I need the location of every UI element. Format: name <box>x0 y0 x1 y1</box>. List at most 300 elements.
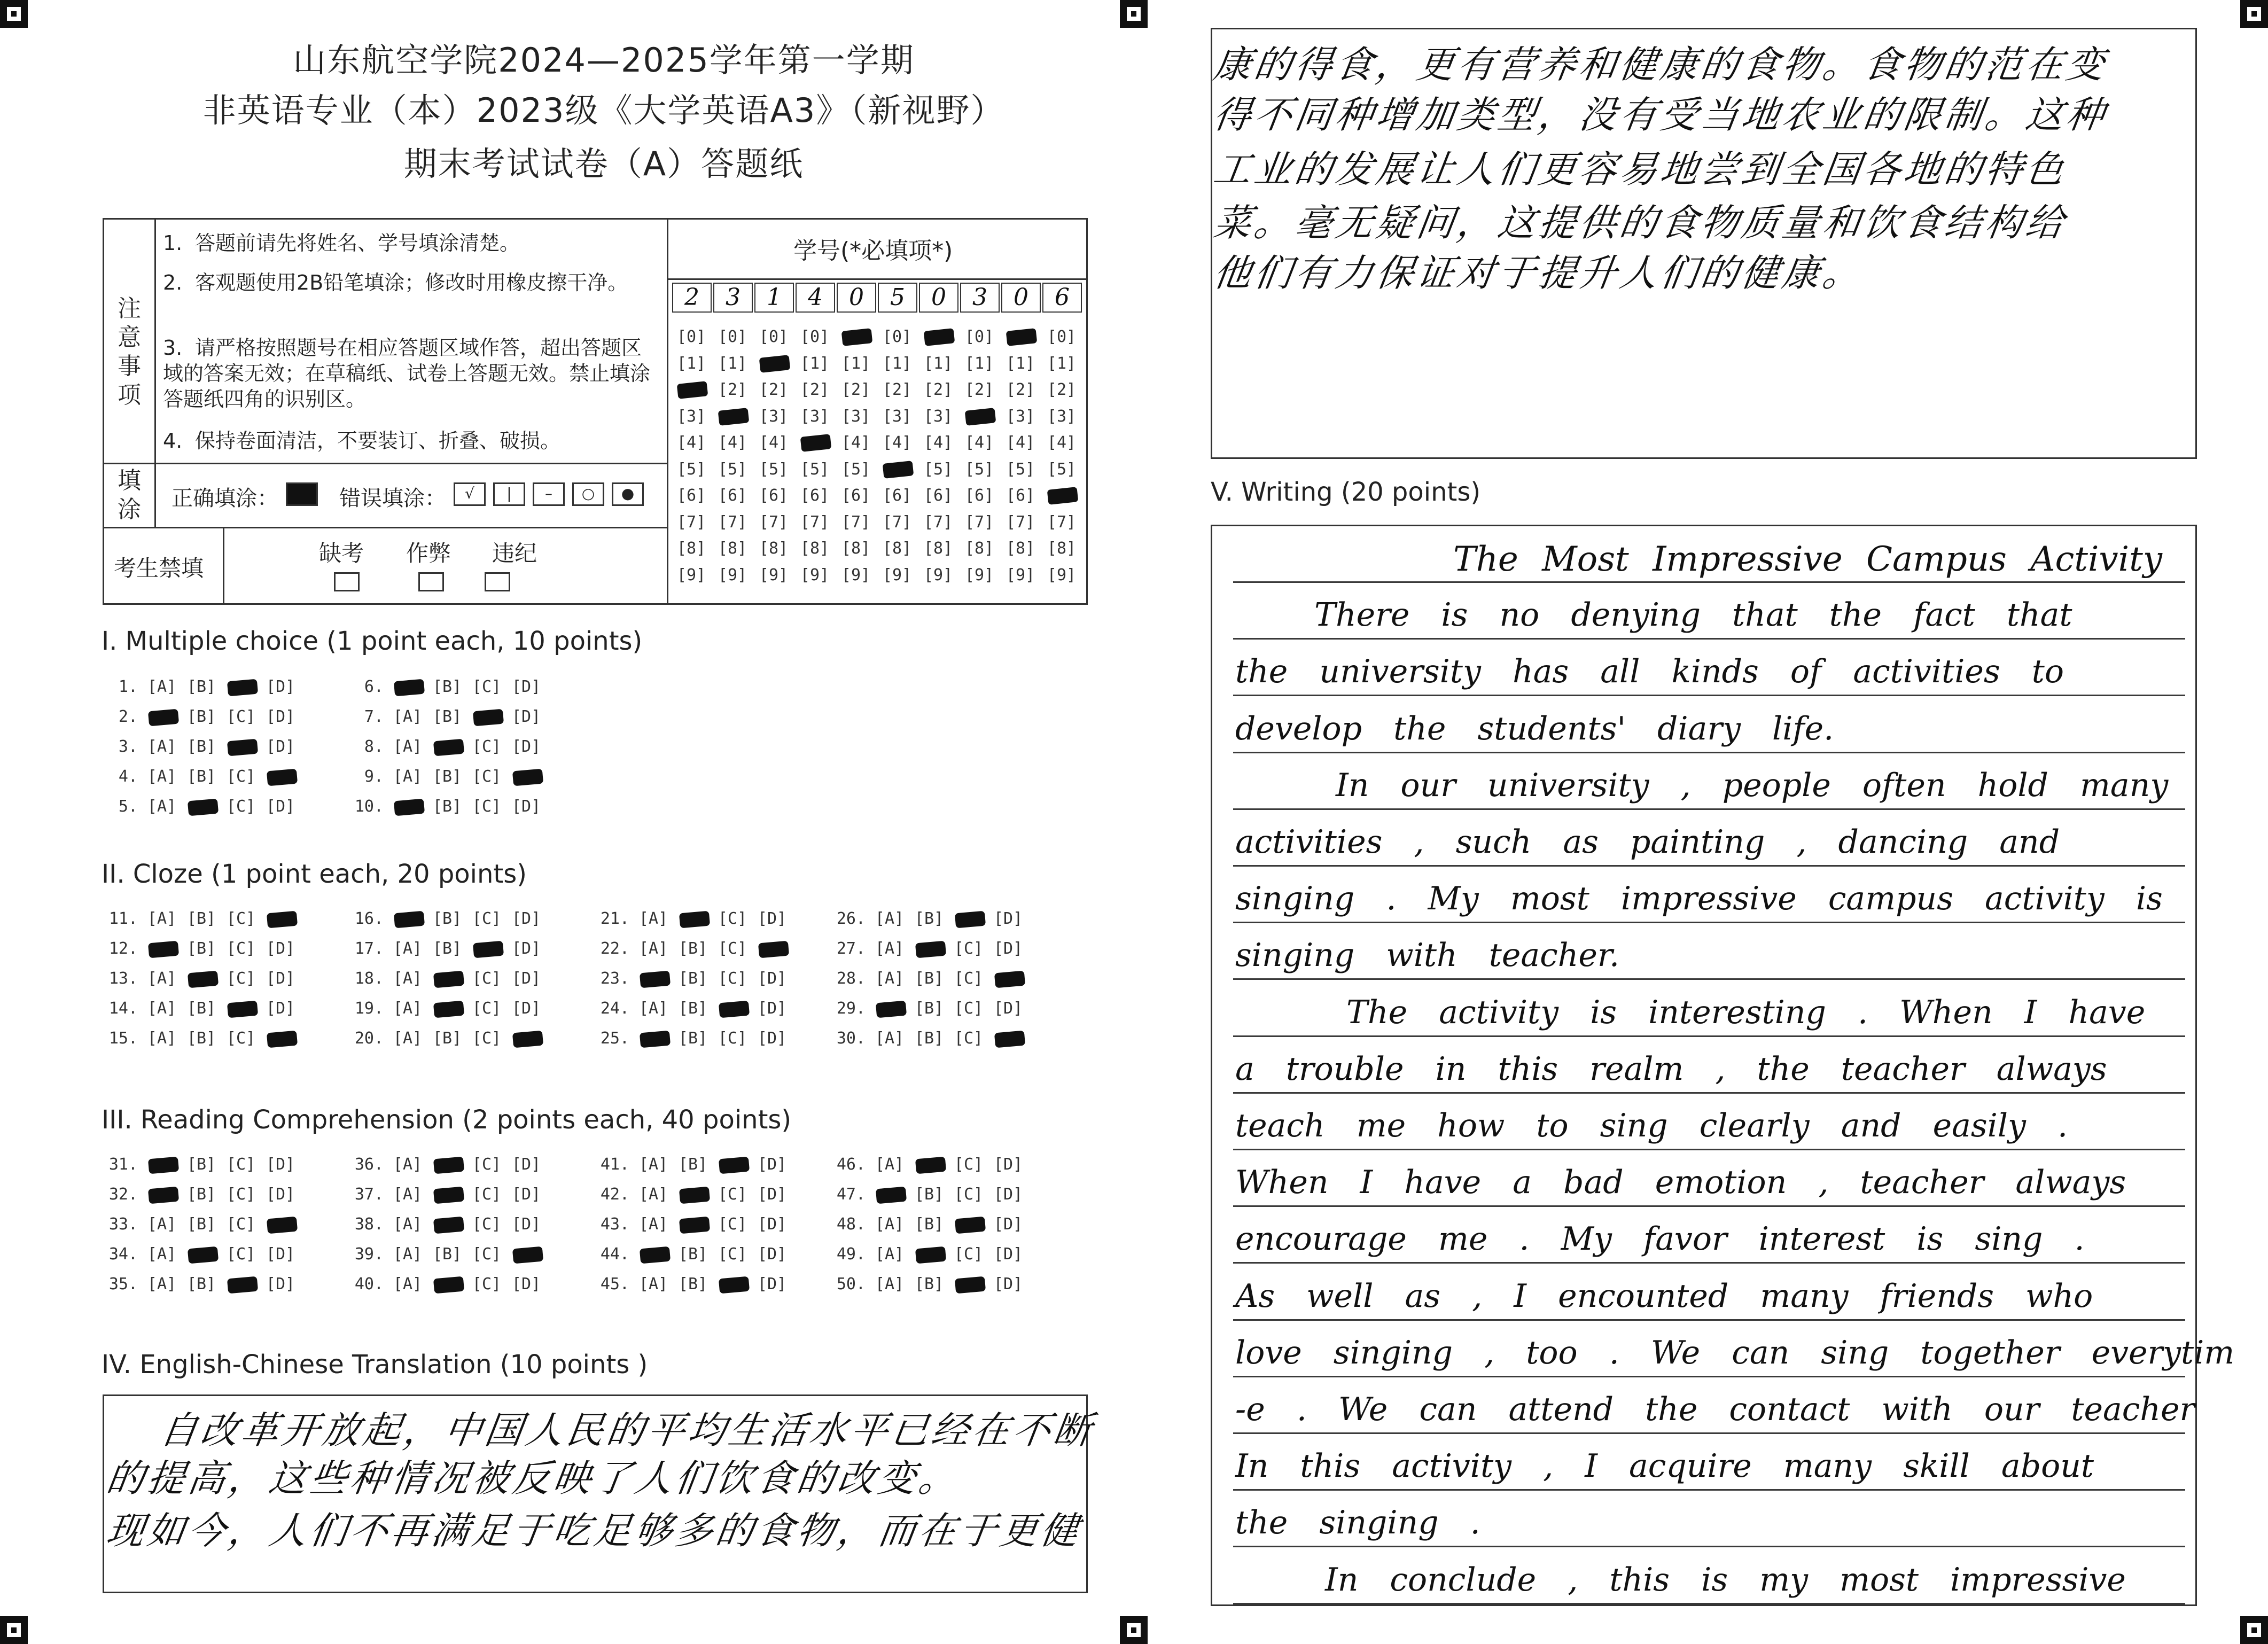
option-d-bubble[interactable]: [D] <box>511 707 541 726</box>
option-b-bubble[interactable]: [B] <box>432 909 462 928</box>
student-id-bubble[interactable]: [7] <box>718 512 747 532</box>
student-id-bubble[interactable]: [3] <box>923 407 953 426</box>
option-b-bubble[interactable] <box>427 1214 467 1235</box>
student-id-bubble[interactable]: [8] <box>800 539 830 558</box>
option-d-bubble[interactable]: [D] <box>266 1275 295 1294</box>
student-id-bubble[interactable]: [8] <box>841 539 871 558</box>
option-d-bubble[interactable] <box>506 1244 546 1265</box>
student-id-bubble[interactable]: [2] <box>923 380 953 399</box>
option-a-bubble[interactable]: [A] <box>393 1155 423 1174</box>
option-b-bubble[interactable]: [B] <box>678 1029 708 1048</box>
option-d-bubble[interactable]: [D] <box>993 939 1023 958</box>
option-a-bubble[interactable]: [A] <box>875 1245 905 1264</box>
option-d-bubble[interactable] <box>988 1028 1028 1049</box>
option-c-bubble[interactable]: [C] <box>226 1185 256 1204</box>
option-a-bubble[interactable] <box>388 676 427 698</box>
student-id-bubble[interactable]: [4] <box>923 433 953 452</box>
option-a-bubble[interactable]: [A] <box>147 767 177 786</box>
option-c-bubble[interactable]: [C] <box>226 767 256 786</box>
option-d-bubble[interactable]: [D] <box>757 969 787 988</box>
student-id-bubble[interactable]: [6] <box>676 486 706 505</box>
option-a-bubble[interactable]: [A] <box>147 1275 177 1294</box>
student-id-bubble[interactable]: [1] <box>841 354 871 373</box>
option-a-bubble[interactable]: [A] <box>638 999 668 1018</box>
option-a-bubble[interactable]: [A] <box>393 1245 423 1264</box>
option-c-bubble[interactable]: [C] <box>718 1245 747 1264</box>
student-id-bubble[interactable]: [0] <box>676 328 706 346</box>
option-d-bubble[interactable]: [D] <box>993 1185 1023 1204</box>
option-b-bubble[interactable]: [B] <box>432 1029 462 1048</box>
student-id-bubble[interactable]: [1] <box>882 354 912 373</box>
option-d-bubble[interactable]: [D] <box>757 1245 787 1264</box>
option-a-bubble[interactable]: [A] <box>875 939 905 958</box>
option-c-bubble[interactable]: [C] <box>226 939 256 958</box>
option-b-bubble[interactable]: [B] <box>914 1185 944 1204</box>
option-d-bubble[interactable]: [D] <box>266 677 295 696</box>
option-d-bubble[interactable]: [D] <box>993 1245 1023 1264</box>
option-b-bubble[interactable]: [B] <box>678 939 708 958</box>
student-id-bubble[interactable]: [9] <box>923 565 953 585</box>
option-c-bubble[interactable]: [C] <box>226 909 256 928</box>
option-a-bubble[interactable]: [A] <box>875 1275 905 1294</box>
student-id-bubble[interactable]: [5] <box>676 459 706 479</box>
student-id-bubble[interactable]: [2] <box>800 380 830 399</box>
student-id-bubble[interactable]: [5] <box>1006 459 1035 479</box>
option-d-bubble[interactable]: [D] <box>757 999 787 1018</box>
option-c-bubble[interactable] <box>713 1154 752 1175</box>
student-id-bubble[interactable]: [4] <box>1047 433 1077 452</box>
student-id-bubble[interactable]: [4] <box>759 433 789 452</box>
forbid-box-violation[interactable] <box>485 572 510 591</box>
option-b-bubble[interactable] <box>909 938 949 960</box>
option-d-bubble[interactable]: [D] <box>511 1185 541 1204</box>
option-b-bubble[interactable] <box>909 1244 949 1265</box>
option-b-bubble[interactable]: [B] <box>186 1185 216 1204</box>
option-d-bubble[interactable]: [D] <box>266 1185 295 1204</box>
option-d-bubble[interactable] <box>261 1028 300 1049</box>
student-id-bubble[interactable]: [5] <box>964 459 994 479</box>
student-id-bubble[interactable]: [9] <box>676 565 706 585</box>
option-d-bubble[interactable]: [D] <box>266 707 295 726</box>
student-id-bubble[interactable]: [2] <box>1047 380 1077 399</box>
student-id-bubble[interactable]: [8] <box>1047 539 1077 558</box>
student-id-bubble[interactable]: [6] <box>882 486 912 505</box>
option-a-bubble[interactable]: [A] <box>147 909 177 928</box>
student-id-bubble[interactable]: [1] <box>1006 354 1035 373</box>
option-b-bubble[interactable]: [B] <box>914 969 944 988</box>
option-b-bubble[interactable] <box>673 1184 713 1205</box>
option-c-bubble[interactable] <box>467 938 506 960</box>
option-b-bubble[interactable]: [B] <box>186 909 216 928</box>
option-b-bubble[interactable]: [B] <box>432 1245 462 1264</box>
student-id-bubble[interactable]: [3] <box>1047 407 1077 426</box>
option-a-bubble[interactable] <box>142 1184 182 1205</box>
option-a-bubble[interactable] <box>634 1028 673 1049</box>
student-id-bubble[interactable]: [7] <box>676 512 706 532</box>
student-id-bubble[interactable]: [7] <box>964 512 994 532</box>
option-b-bubble[interactable]: [B] <box>914 1275 944 1294</box>
option-c-bubble[interactable]: [C] <box>718 1029 747 1048</box>
option-a-bubble[interactable]: [A] <box>147 1029 177 1048</box>
student-id-bubble[interactable]: [8] <box>882 539 912 558</box>
option-b-bubble[interactable]: [B] <box>432 767 462 786</box>
option-d-bubble[interactable]: [D] <box>757 1215 787 1234</box>
student-id-bubble[interactable]: [7] <box>882 512 912 532</box>
option-b-bubble[interactable]: [B] <box>432 939 462 958</box>
option-d-bubble[interactable] <box>506 766 546 788</box>
option-a-bubble[interactable]: [A] <box>393 1275 423 1294</box>
option-a-bubble[interactable]: [A] <box>147 1245 177 1264</box>
option-d-bubble[interactable]: [D] <box>511 909 541 928</box>
option-a-bubble[interactable] <box>634 1244 673 1265</box>
option-b-bubble[interactable] <box>427 998 467 1019</box>
student-id-bubble[interactable]: [8] <box>718 539 747 558</box>
option-d-bubble[interactable]: [D] <box>757 1155 787 1174</box>
option-c-bubble[interactable] <box>949 1274 988 1295</box>
option-d-bubble[interactable]: [D] <box>511 999 541 1018</box>
option-a-bubble[interactable] <box>870 998 909 1019</box>
option-b-bubble[interactable]: [B] <box>432 677 462 696</box>
option-c-bubble[interactable]: [C] <box>226 797 256 816</box>
option-a-bubble[interactable]: [A] <box>147 677 177 696</box>
option-c-bubble[interactable]: [C] <box>954 969 984 988</box>
option-d-bubble[interactable]: [D] <box>266 969 295 988</box>
option-c-bubble[interactable]: [C] <box>472 999 502 1018</box>
option-d-bubble[interactable]: [D] <box>266 797 295 816</box>
option-d-bubble[interactable] <box>988 968 1028 989</box>
option-d-bubble[interactable]: [D] <box>757 909 787 928</box>
option-c-bubble[interactable]: [C] <box>472 1185 502 1204</box>
student-id-bubble[interactable]: [4] <box>964 433 994 452</box>
option-c-bubble[interactable]: [C] <box>954 1245 984 1264</box>
student-id-bubble[interactable]: [8] <box>676 539 706 558</box>
option-d-bubble[interactable]: [D] <box>511 1215 541 1234</box>
option-c-bubble[interactable] <box>221 998 261 1019</box>
student-id-bubble[interactable]: [6] <box>923 486 953 505</box>
student-id-bubble[interactable]: [3] <box>800 407 830 426</box>
student-id-bubble[interactable]: [5] <box>800 459 830 479</box>
student-id-bubble[interactable]: [7] <box>1006 512 1035 532</box>
option-b-bubble[interactable] <box>182 1244 221 1265</box>
option-c-bubble[interactable]: [C] <box>954 939 984 958</box>
option-b-bubble[interactable]: [B] <box>432 707 462 726</box>
option-a-bubble[interactable]: [A] <box>393 1029 423 1048</box>
option-c-bubble[interactable]: [C] <box>226 1245 256 1264</box>
option-b-bubble[interactable] <box>427 1184 467 1205</box>
option-c-bubble[interactable]: [C] <box>226 707 256 726</box>
option-c-bubble[interactable]: [C] <box>472 1029 502 1048</box>
option-c-bubble[interactable]: [C] <box>718 1185 747 1204</box>
option-c-bubble[interactable]: [C] <box>954 1029 984 1048</box>
student-id-bubble[interactable]: [8] <box>964 539 994 558</box>
option-a-bubble[interactable]: [A] <box>147 999 177 1018</box>
option-a-bubble[interactable] <box>870 1184 909 1205</box>
student-id-bubble[interactable]: [2] <box>718 380 747 399</box>
option-c-bubble[interactable]: [C] <box>472 1245 502 1264</box>
student-id-bubble[interactable]: [7] <box>759 512 789 532</box>
student-id-bubble[interactable]: [1] <box>964 354 994 373</box>
student-id-bubble[interactable]: [5] <box>1047 459 1077 479</box>
student-id-bubble[interactable] <box>754 353 793 375</box>
student-id-bubble[interactable]: [6] <box>964 486 994 505</box>
student-id-bubble[interactable]: [5] <box>923 459 953 479</box>
option-c-bubble[interactable] <box>713 998 752 1019</box>
student-id-bubble[interactable]: [0] <box>718 328 747 346</box>
option-d-bubble[interactable] <box>261 766 300 788</box>
option-a-bubble[interactable] <box>142 1154 182 1175</box>
option-c-bubble[interactable]: [C] <box>226 1029 256 1048</box>
student-id-bubble[interactable]: [3] <box>759 407 789 426</box>
option-c-bubble[interactable] <box>713 1274 752 1295</box>
student-id-bubble[interactable]: [7] <box>841 512 871 532</box>
student-id-bubble[interactable]: [7] <box>800 512 830 532</box>
student-id-bubble[interactable]: [9] <box>759 565 789 585</box>
option-c-bubble[interactable]: [C] <box>472 737 502 756</box>
student-id-bubble[interactable]: [7] <box>923 512 953 532</box>
option-a-bubble[interactable]: [A] <box>393 969 423 988</box>
student-id-bubble[interactable] <box>796 432 834 454</box>
student-id-bubble[interactable]: [2] <box>759 380 789 399</box>
option-b-bubble[interactable]: [B] <box>186 1155 216 1174</box>
option-c-bubble[interactable]: [C] <box>472 969 502 988</box>
option-a-bubble[interactable]: [A] <box>393 707 423 726</box>
option-b-bubble[interactable] <box>427 968 467 989</box>
option-a-bubble[interactable]: [A] <box>638 1215 668 1234</box>
option-b-bubble[interactable] <box>909 1154 949 1175</box>
option-a-bubble[interactable]: [A] <box>147 797 177 816</box>
student-id-bubble[interactable]: [9] <box>882 565 912 585</box>
option-b-bubble[interactable]: [B] <box>678 1155 708 1174</box>
option-b-bubble[interactable] <box>427 736 467 758</box>
option-d-bubble[interactable] <box>261 1214 300 1235</box>
student-id-bubble[interactable]: [1] <box>676 354 706 373</box>
option-c-bubble[interactable]: [C] <box>472 909 502 928</box>
student-id-bubble[interactable] <box>878 459 916 480</box>
option-a-bubble[interactable]: [A] <box>147 1215 177 1234</box>
student-id-bubble[interactable]: [4] <box>718 433 747 452</box>
student-id-bubble[interactable]: [2] <box>1006 380 1035 399</box>
option-c-bubble[interactable]: [C] <box>472 767 502 786</box>
student-id-bubble[interactable]: [4] <box>1006 433 1035 452</box>
option-b-bubble[interactable]: [B] <box>186 737 216 756</box>
student-id-bubble[interactable]: [6] <box>841 486 871 505</box>
option-c-bubble[interactable]: [C] <box>472 1275 502 1294</box>
option-b-bubble[interactable]: [B] <box>186 1029 216 1048</box>
student-id-bubble[interactable]: [4] <box>841 433 871 452</box>
option-a-bubble[interactable]: [A] <box>393 1185 423 1204</box>
option-b-bubble[interactable] <box>182 968 221 989</box>
option-c-bubble[interactable]: [C] <box>472 1155 502 1174</box>
student-id-bubble[interactable]: [0] <box>800 328 830 346</box>
option-c-bubble[interactable]: [C] <box>954 1155 984 1174</box>
option-c-bubble[interactable]: [C] <box>718 909 747 928</box>
option-d-bubble[interactable] <box>261 908 300 930</box>
option-c-bubble[interactable]: [C] <box>954 1185 984 1204</box>
option-c-bubble[interactable] <box>949 908 988 930</box>
option-d-bubble[interactable]: [D] <box>993 999 1023 1018</box>
option-a-bubble[interactable]: [A] <box>638 939 668 958</box>
option-a-bubble[interactable] <box>634 968 673 989</box>
option-d-bubble[interactable]: [D] <box>757 1275 787 1294</box>
student-id-bubble[interactable] <box>837 326 875 348</box>
student-id-bubble[interactable]: [2] <box>882 380 912 399</box>
student-id-bubble[interactable] <box>919 326 957 348</box>
student-id-bubble[interactable]: [0] <box>882 328 912 346</box>
option-a-bubble[interactable]: [A] <box>393 939 423 958</box>
option-c-bubble[interactable]: [C] <box>226 1155 256 1174</box>
student-id-bubble[interactable] <box>1042 485 1081 507</box>
student-id-bubble[interactable]: [5] <box>718 459 747 479</box>
student-id-bubble[interactable]: [3] <box>1006 407 1035 426</box>
forbid-box-cheat[interactable] <box>418 572 444 591</box>
option-d-bubble[interactable]: [D] <box>511 677 541 696</box>
option-c-bubble[interactable]: [C] <box>472 797 502 816</box>
option-b-bubble[interactable]: [B] <box>186 1215 216 1234</box>
option-b-bubble[interactable]: [B] <box>678 969 708 988</box>
option-d-bubble[interactable]: [D] <box>757 1185 787 1204</box>
forbid-box-absent[interactable] <box>334 572 360 591</box>
option-d-bubble[interactable]: [D] <box>511 1275 541 1294</box>
option-b-bubble[interactable]: [B] <box>186 1275 216 1294</box>
option-a-bubble[interactable] <box>388 796 427 817</box>
option-a-bubble[interactable]: [A] <box>875 1155 905 1174</box>
option-a-bubble[interactable]: [A] <box>638 909 668 928</box>
student-id-bubble[interactable]: [0] <box>759 328 789 346</box>
student-id-bubble[interactable]: [8] <box>923 539 953 558</box>
option-b-bubble[interactable]: [B] <box>914 1029 944 1048</box>
option-d-bubble[interactable]: [D] <box>511 939 541 958</box>
option-d-bubble[interactable]: [D] <box>511 797 541 816</box>
option-a-bubble[interactable]: [A] <box>638 1275 668 1294</box>
option-d-bubble[interactable]: [D] <box>266 1155 295 1174</box>
student-id-bubble[interactable] <box>1001 326 1040 348</box>
student-id-bubble[interactable]: [5] <box>759 459 789 479</box>
student-id-bubble[interactable]: [3] <box>841 407 871 426</box>
student-id-bubble[interactable]: [1] <box>800 354 830 373</box>
option-b-bubble[interactable] <box>673 908 713 930</box>
option-a-bubble[interactable]: [A] <box>638 1185 668 1204</box>
option-c-bubble[interactable]: [C] <box>472 677 502 696</box>
option-c-bubble[interactable] <box>467 706 506 728</box>
student-id-bubble[interactable] <box>960 406 999 427</box>
option-d-bubble[interactable]: [D] <box>511 969 541 988</box>
student-id-bubble[interactable]: [3] <box>882 407 912 426</box>
student-id-bubble[interactable]: [9] <box>1047 565 1077 585</box>
option-d-bubble[interactable]: [D] <box>266 999 295 1018</box>
student-id-bubble[interactable] <box>672 379 711 401</box>
student-id-bubble[interactable]: [9] <box>718 565 747 585</box>
option-c-bubble[interactable]: [C] <box>718 939 747 958</box>
student-id-bubble[interactable]: [6] <box>800 486 830 505</box>
option-b-bubble[interactable]: [B] <box>186 939 216 958</box>
student-id-bubble[interactable]: [2] <box>841 380 871 399</box>
option-c-bubble[interactable]: [C] <box>718 969 747 988</box>
student-id-bubble[interactable]: [1] <box>718 354 747 373</box>
student-id-bubble[interactable]: [1] <box>923 354 953 373</box>
option-b-bubble[interactable] <box>427 1274 467 1295</box>
option-b-bubble[interactable]: [B] <box>678 1275 708 1294</box>
student-id-bubble[interactable]: [9] <box>964 565 994 585</box>
option-a-bubble[interactable] <box>142 706 182 728</box>
option-d-bubble[interactable]: [D] <box>993 1155 1023 1174</box>
option-a-bubble[interactable]: [A] <box>875 1029 905 1048</box>
option-c-bubble[interactable] <box>221 736 261 758</box>
option-d-bubble[interactable] <box>506 1028 546 1049</box>
option-b-bubble[interactable]: [B] <box>914 1215 944 1234</box>
option-c-bubble[interactable] <box>949 1214 988 1235</box>
student-id-bubble[interactable]: [8] <box>759 539 789 558</box>
option-c-bubble[interactable]: [C] <box>226 969 256 988</box>
option-a-bubble[interactable]: [A] <box>638 1155 668 1174</box>
student-id-bubble[interactable]: [6] <box>718 486 747 505</box>
option-a-bubble[interactable]: [A] <box>393 767 423 786</box>
option-b-bubble[interactable]: [B] <box>914 999 944 1018</box>
option-b-bubble[interactable] <box>182 796 221 817</box>
option-a-bubble[interactable] <box>142 938 182 960</box>
option-a-bubble[interactable]: [A] <box>147 737 177 756</box>
option-d-bubble[interactable]: [D] <box>993 1215 1023 1234</box>
option-c-bubble[interactable]: [C] <box>718 1215 747 1234</box>
student-id-bubble[interactable]: [9] <box>841 565 871 585</box>
option-b-bubble[interactable]: [B] <box>186 677 216 696</box>
option-b-bubble[interactable]: [B] <box>678 1245 708 1264</box>
option-c-bubble[interactable] <box>221 1274 261 1295</box>
option-d-bubble[interactable] <box>752 938 792 960</box>
student-id-bubble[interactable]: [8] <box>1006 539 1035 558</box>
option-d-bubble[interactable]: [D] <box>993 1275 1023 1294</box>
student-id-bubble[interactable]: [3] <box>676 407 706 426</box>
option-b-bubble[interactable]: [B] <box>186 707 216 726</box>
option-c-bubble[interactable] <box>221 676 261 698</box>
option-d-bubble[interactable]: [D] <box>993 909 1023 928</box>
student-id-bubble[interactable]: [4] <box>676 433 706 452</box>
student-id-bubble[interactable]: [5] <box>841 459 871 479</box>
option-b-bubble[interactable]: [B] <box>678 999 708 1018</box>
option-c-bubble[interactable]: [C] <box>954 999 984 1018</box>
student-id-bubble[interactable]: [4] <box>882 433 912 452</box>
student-id-bubble[interactable]: [0] <box>1047 328 1077 346</box>
option-d-bubble[interactable]: [D] <box>511 1155 541 1174</box>
option-b-bubble[interactable]: [B] <box>914 909 944 928</box>
student-id-bubble[interactable]: [6] <box>759 486 789 505</box>
student-id-bubble[interactable]: [9] <box>800 565 830 585</box>
option-b-bubble[interactable]: [B] <box>186 999 216 1018</box>
option-a-bubble[interactable]: [A] <box>875 1215 905 1234</box>
student-id-bubble[interactable]: [0] <box>964 328 994 346</box>
student-id-bubble[interactable]: [6] <box>1006 486 1035 505</box>
student-id-bubble[interactable]: [2] <box>964 380 994 399</box>
option-a-bubble[interactable]: [A] <box>875 909 905 928</box>
option-d-bubble[interactable]: [D] <box>757 1029 787 1048</box>
option-d-bubble[interactable]: [D] <box>511 737 541 756</box>
option-a-bubble[interactable]: [A] <box>393 737 423 756</box>
option-b-bubble[interactable] <box>673 1214 713 1235</box>
option-c-bubble[interactable]: [C] <box>226 1215 256 1234</box>
student-id-bubble[interactable]: [9] <box>1006 565 1035 585</box>
option-a-bubble[interactable]: [A] <box>147 969 177 988</box>
option-b-bubble[interactable]: [B] <box>186 767 216 786</box>
option-c-bubble[interactable]: [C] <box>472 1215 502 1234</box>
option-b-bubble[interactable] <box>427 1154 467 1175</box>
student-id-bubble[interactable] <box>713 406 752 427</box>
option-a-bubble[interactable]: [A] <box>393 999 423 1018</box>
option-d-bubble[interactable]: [D] <box>266 1245 295 1264</box>
option-d-bubble[interactable]: [D] <box>266 737 295 756</box>
student-id-bubble[interactable]: [7] <box>1047 512 1077 532</box>
option-b-bubble[interactable]: [B] <box>432 797 462 816</box>
option-a-bubble[interactable]: [A] <box>875 969 905 988</box>
option-a-bubble[interactable] <box>388 908 427 930</box>
